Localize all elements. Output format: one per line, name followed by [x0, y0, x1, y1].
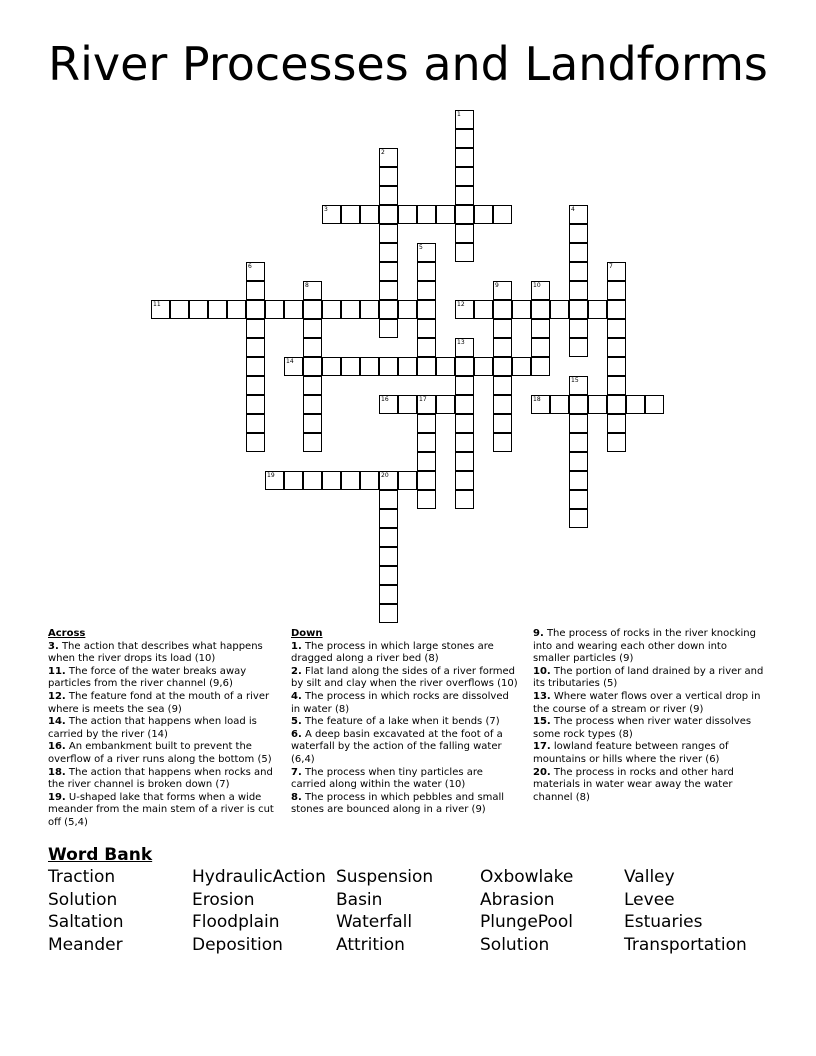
grid-cell[interactable]: [550, 395, 569, 414]
word-bank-column: [624, 866, 747, 956]
grid-cell[interactable]: [569, 490, 588, 509]
grid-cell[interactable]: [303, 414, 322, 433]
word-bank-column: [192, 866, 326, 956]
clue-text: The feature of a lake when it bends (7): [301, 716, 500, 728]
grid-cell[interactable]: [417, 243, 436, 262]
grid-cell[interactable]: [569, 262, 588, 281]
clue-number-label: 15.: [533, 716, 551, 728]
grid-cell[interactable]: [455, 224, 474, 243]
grid-cell[interactable]: [303, 433, 322, 452]
clue-number-label: 20.: [533, 766, 551, 778]
grid-cell[interactable]: [493, 357, 512, 376]
grid-cell[interactable]: [341, 300, 360, 319]
clue-text: The portion of land drained by a river and its tributaries (5): [533, 665, 764, 690]
grid-cell[interactable]: [493, 300, 512, 319]
grid-cell[interactable]: [569, 433, 588, 452]
grid-cell[interactable]: [455, 376, 474, 395]
grid-cell[interactable]: [379, 471, 398, 490]
clue-number-label: 10.: [533, 665, 551, 677]
clue-text: The action that happens when load is carried by the river (14): [48, 716, 257, 740]
clue-text: Where water flows over a vertical drop in the course of a stream or river (9): [533, 690, 761, 715]
clue-number-label: 19.: [48, 791, 66, 803]
grid-cell[interactable]: [246, 395, 265, 414]
grid-cell[interactable]: [417, 338, 436, 357]
grid-cell[interactable]: [493, 376, 512, 395]
clue-number-label: 7.: [291, 766, 302, 778]
clue-number: 11: [153, 301, 161, 308]
grid-cell[interactable]: [379, 566, 398, 585]
grid-cell[interactable]: [398, 357, 417, 376]
grid-cell[interactable]: [569, 414, 588, 433]
grid-cell[interactable]: [569, 205, 588, 224]
clue-number: 5: [419, 244, 423, 251]
grid-cell[interactable]: [531, 300, 550, 319]
clue-number: 4: [571, 206, 575, 213]
word-bank-word: Oxbowlake: [480, 867, 574, 887]
word-bank-word: Solution: [48, 889, 118, 910]
clue-text: The process when tiny particles are carried along within the water (10): [291, 766, 483, 791]
grid-cell[interactable]: [417, 300, 436, 319]
clue-number-label: 9.: [533, 628, 544, 639]
grid-cell[interactable]: [246, 433, 265, 452]
clue-text: The action that happens when rocks and the river channel is broken down (7): [48, 766, 273, 791]
grid-cell[interactable]: [512, 357, 531, 376]
grid-cell[interactable]: [531, 395, 550, 414]
grid-cell[interactable]: [246, 319, 265, 338]
grid-cell[interactable]: [398, 300, 417, 319]
grid-cell[interactable]: [303, 338, 322, 357]
grid-cell[interactable]: [303, 281, 322, 300]
grid-cell[interactable]: [360, 300, 379, 319]
grid-cell[interactable]: [322, 300, 341, 319]
clue-number: 7: [609, 263, 613, 270]
grid-cell[interactable]: [569, 224, 588, 243]
clue-item: [533, 691, 765, 716]
grid-cell[interactable]: [417, 281, 436, 300]
grid-cell[interactable]: [531, 281, 550, 300]
clue-text: lowland feature between ranges of mountains or hills where the river (6): [533, 741, 729, 765]
clue-item: [533, 666, 765, 691]
grid-cell[interactable]: [379, 300, 398, 319]
word-bank-word: Erosion: [192, 889, 255, 910]
grid-cell[interactable]: [151, 300, 170, 319]
grid-cell[interactable]: [398, 395, 417, 414]
grid-cell[interactable]: [512, 300, 531, 319]
clue-item: [533, 767, 765, 805]
grid-cell[interactable]: [303, 300, 322, 319]
grid-cell[interactable]: [607, 319, 626, 338]
grid-cell[interactable]: [303, 395, 322, 414]
grid-cell[interactable]: [379, 319, 398, 338]
down-clues-continued: [533, 628, 765, 804]
grid-cell[interactable]: [531, 338, 550, 357]
word-bank-word: Basin: [336, 889, 383, 910]
grid-cell[interactable]: [208, 300, 227, 319]
word-bank-column: [48, 866, 124, 956]
grid-cell[interactable]: [455, 186, 474, 205]
grid-cell[interactable]: [379, 585, 398, 604]
clue-text: U-shaped lake that forms when a wide meander from the main stem of a river is cut off (5,4): [48, 791, 274, 828]
grid-cell[interactable]: [607, 395, 626, 414]
grid-cell[interactable]: [569, 300, 588, 319]
grid-cell[interactable]: [303, 471, 322, 490]
grid-cell[interactable]: [588, 300, 607, 319]
grid-cell[interactable]: [417, 395, 436, 414]
grid-cell[interactable]: [379, 357, 398, 376]
grid-cell[interactable]: [569, 319, 588, 338]
clue-number: 8: [305, 282, 309, 289]
clue-item: [48, 641, 282, 666]
clue-item: [291, 729, 520, 767]
grid-cell[interactable]: [379, 547, 398, 566]
clue-text: The process of rocks in the river knocking into and wearing each other down into smaller particles (9): [533, 628, 756, 665]
word-bank-word: Deposition: [192, 934, 283, 955]
grid-cell[interactable]: [379, 604, 398, 623]
grid-cell[interactable]: [569, 509, 588, 528]
clue-text: The process when river water dissolves some rock types (8): [533, 716, 752, 740]
grid-cell[interactable]: [417, 490, 436, 509]
clue-item: [533, 716, 765, 741]
clue-number: 19: [267, 472, 275, 479]
grid-cell[interactable]: [607, 414, 626, 433]
grid-cell[interactable]: [246, 357, 265, 376]
word-bank-word: Levee: [624, 889, 675, 910]
grid-cell[interactable]: [569, 338, 588, 357]
clue-text: The action that describes what happens when the river drops its load (10): [48, 640, 263, 665]
grid-cell[interactable]: [569, 471, 588, 490]
clue-item: [48, 716, 282, 741]
grid-cell[interactable]: [265, 300, 284, 319]
clue-text: The process in which rocks are dissolved in water (8): [291, 690, 509, 715]
grid-cell[interactable]: [569, 281, 588, 300]
grid-cell[interactable]: [379, 243, 398, 262]
clue-number-label: 5.: [291, 716, 302, 728]
grid-cell[interactable]: [474, 357, 493, 376]
grid-cell[interactable]: [417, 452, 436, 471]
clue-item: [533, 741, 765, 766]
grid-cell[interactable]: [607, 262, 626, 281]
clue-number: 10: [533, 282, 541, 289]
word-bank-word: Meander: [48, 934, 123, 955]
word-bank-word: Abrasion: [480, 889, 555, 910]
grid-cell[interactable]: [493, 338, 512, 357]
grid-cell[interactable]: [246, 338, 265, 357]
grid-cell[interactable]: [246, 376, 265, 395]
clue-number: 1: [457, 111, 461, 118]
word-bank-word: PlungePool: [480, 912, 573, 932]
grid-cell[interactable]: [455, 357, 474, 376]
grid-cell[interactable]: [474, 205, 493, 224]
grid-cell[interactable]: [303, 376, 322, 395]
grid-cell[interactable]: [417, 471, 436, 490]
grid-cell[interactable]: [588, 395, 607, 414]
clue-item: [291, 716, 520, 729]
grid-cell[interactable]: [379, 262, 398, 281]
clue-number: 17: [419, 396, 427, 403]
clue-number-label: 11.: [48, 665, 66, 677]
word-bank-word: HydraulicAction: [192, 867, 326, 887]
grid-cell[interactable]: [398, 205, 417, 224]
clue-item: [291, 666, 520, 691]
grid-cell[interactable]: [417, 262, 436, 281]
clue-number-label: 14.: [48, 716, 66, 728]
grid-cell[interactable]: [569, 243, 588, 262]
grid-cell[interactable]: [455, 129, 474, 148]
grid-cell[interactable]: [455, 148, 474, 167]
grid-cell[interactable]: [436, 395, 455, 414]
grid-cell[interactable]: [379, 395, 398, 414]
grid-cell[interactable]: [455, 167, 474, 186]
grid-cell[interactable]: [246, 300, 265, 319]
clue-number-label: 6.: [291, 728, 302, 740]
grid-cell[interactable]: [417, 319, 436, 338]
grid-cell[interactable]: [626, 395, 645, 414]
grid-cell[interactable]: [569, 395, 588, 414]
grid-cell[interactable]: [360, 205, 379, 224]
grid-cell[interactable]: [284, 300, 303, 319]
word-bank-word: Saltation: [48, 912, 124, 932]
grid-cell[interactable]: [436, 205, 455, 224]
grid-cell[interactable]: [322, 471, 341, 490]
grid-cell[interactable]: [246, 414, 265, 433]
grid-cell[interactable]: [645, 395, 664, 414]
clue-item: [291, 767, 520, 792]
word-bank-title: Word Bank: [48, 845, 153, 865]
clue-number-label: 17.: [533, 741, 551, 753]
grid-cell[interactable]: [246, 281, 265, 300]
grid-cell[interactable]: [284, 471, 303, 490]
grid-cell[interactable]: [455, 338, 474, 357]
grid-cell[interactable]: [607, 376, 626, 395]
grid-cell[interactable]: [379, 186, 398, 205]
grid-cell[interactable]: [569, 376, 588, 395]
grid-cell[interactable]: [360, 357, 379, 376]
grid-cell[interactable]: [607, 433, 626, 452]
grid-cell[interactable]: [379, 205, 398, 224]
grid-cell[interactable]: [607, 357, 626, 376]
down-heading: Down: [291, 628, 323, 639]
grid-cell[interactable]: [493, 395, 512, 414]
grid-cell[interactable]: [341, 205, 360, 224]
page-title: River Processes and Landforms: [48, 37, 768, 91]
clue-item: [291, 792, 520, 817]
clue-item: [533, 628, 765, 666]
clue-number-label: 16.: [48, 741, 66, 753]
word-bank-word: Estuaries: [624, 912, 703, 932]
clue-number: 18: [533, 396, 541, 403]
clue-text: The process in which pebbles and small stones are bounced along in a river (9): [291, 791, 505, 816]
grid-cell[interactable]: [379, 509, 398, 528]
word-bank-word: Floodplain: [192, 912, 280, 932]
grid-cell[interactable]: [246, 262, 265, 281]
clue-text: Flat land along the sides of a river formed by silt and clay when the river overflows (10): [291, 665, 518, 690]
grid-cell[interactable]: [455, 490, 474, 509]
grid-cell[interactable]: [531, 319, 550, 338]
clue-text: The feature fond at the mouth of a river where is meets the sea (9): [48, 690, 270, 715]
grid-cell[interactable]: [379, 490, 398, 509]
grid-cell[interactable]: [265, 471, 284, 490]
clue-number: 12: [457, 301, 465, 308]
clue-text: The process in rocks and other hard materials in water wear away the water channel (8): [533, 766, 734, 803]
grid-cell[interactable]: [455, 300, 474, 319]
grid-cell[interactable]: [322, 205, 341, 224]
clue-number-label: 4.: [291, 690, 302, 702]
clue-number: 6: [248, 263, 252, 270]
clue-number: 14: [286, 358, 294, 365]
grid-cell[interactable]: [493, 281, 512, 300]
grid-cell[interactable]: [398, 471, 417, 490]
grid-cell[interactable]: [493, 205, 512, 224]
clue-item: [291, 641, 520, 666]
clue-text: The process in which large stones are dragged along a river bed (8): [291, 640, 494, 665]
grid-cell[interactable]: [455, 433, 474, 452]
clue-item: [291, 691, 520, 716]
grid-cell[interactable]: [417, 357, 436, 376]
word-bank-word: Traction: [48, 867, 116, 887]
grid-cell[interactable]: [569, 452, 588, 471]
grid-cell[interactable]: [379, 148, 398, 167]
grid-cell[interactable]: [303, 319, 322, 338]
clue-number: 20: [381, 472, 389, 479]
clue-number-label: 1.: [291, 640, 302, 652]
grid-cell[interactable]: [493, 319, 512, 338]
grid-cell[interactable]: [436, 357, 455, 376]
clue-item: [48, 767, 282, 792]
across-clues: [48, 628, 282, 830]
clue-number-label: 2.: [291, 665, 302, 677]
clue-number-label: 3.: [48, 640, 59, 652]
clue-number-label: 13.: [533, 690, 551, 702]
clue-number: 3: [324, 206, 328, 213]
clue-number-label: 8.: [291, 791, 302, 803]
clue-text: The force of the water breaks away particles from the river channel (9,6): [48, 665, 247, 690]
grid-cell[interactable]: [189, 300, 208, 319]
grid-cell[interactable]: [607, 300, 626, 319]
clue-number-label: 12.: [48, 690, 66, 702]
grid-cell[interactable]: [417, 205, 436, 224]
clue-number: 15: [571, 377, 579, 384]
grid-cell[interactable]: [379, 528, 398, 547]
grid-cell[interactable]: [493, 414, 512, 433]
down-clues: [291, 628, 520, 817]
clue-item: [48, 666, 282, 691]
grid-cell[interactable]: [607, 281, 626, 300]
grid-cell[interactable]: [170, 300, 189, 319]
clue-item: [48, 741, 282, 766]
clue-number-label: 18.: [48, 766, 66, 778]
grid-cell[interactable]: [227, 300, 246, 319]
word-bank-word: Suspension: [336, 867, 434, 887]
grid-cell[interactable]: [360, 471, 379, 490]
clue-number: 2: [381, 149, 385, 156]
grid-cell[interactable]: [474, 300, 493, 319]
grid-cell[interactable]: [455, 205, 474, 224]
clue-number: 16: [381, 396, 389, 403]
grid-cell[interactable]: [379, 281, 398, 300]
grid-cell[interactable]: [322, 357, 341, 376]
grid-cell[interactable]: [607, 338, 626, 357]
clue-item: [48, 691, 282, 716]
grid-cell[interactable]: [341, 471, 360, 490]
word-bank-word: Waterfall: [336, 912, 413, 932]
word-bank-word: Attrition: [336, 934, 405, 955]
clue-number: 13: [457, 339, 465, 346]
grid-cell[interactable]: [417, 414, 436, 433]
grid-cell[interactable]: [455, 395, 474, 414]
grid-cell[interactable]: [455, 414, 474, 433]
grid-cell[interactable]: [303, 357, 322, 376]
word-bank-word: Valley: [624, 867, 675, 887]
clue-text: An embankment built to prevent the overflow of a river runs along the bottom (5): [48, 741, 272, 765]
word-bank-word: Solution: [480, 934, 550, 955]
grid-cell[interactable]: [455, 452, 474, 471]
clue-item: [48, 792, 282, 830]
word-bank-column: [480, 866, 573, 956]
across-heading: Across: [48, 628, 86, 639]
grid-cell[interactable]: [455, 471, 474, 490]
grid-cell[interactable]: [455, 110, 474, 129]
word-bank-column: [336, 866, 433, 956]
grid-cell[interactable]: [417, 433, 436, 452]
grid-cell[interactable]: [455, 243, 474, 262]
grid-cell[interactable]: [493, 433, 512, 452]
clue-number: 9: [495, 282, 499, 289]
grid-cell[interactable]: [550, 300, 569, 319]
grid-cell[interactable]: [379, 167, 398, 186]
clue-text: A deep basin excavated at the foot of a waterfall by the action of the falling water (6,4): [291, 728, 503, 765]
grid-cell[interactable]: [379, 224, 398, 243]
grid-cell[interactable]: [341, 357, 360, 376]
word-bank-word: Transportation: [624, 934, 747, 955]
grid-cell[interactable]: [284, 357, 303, 376]
grid-cell[interactable]: [531, 357, 550, 376]
